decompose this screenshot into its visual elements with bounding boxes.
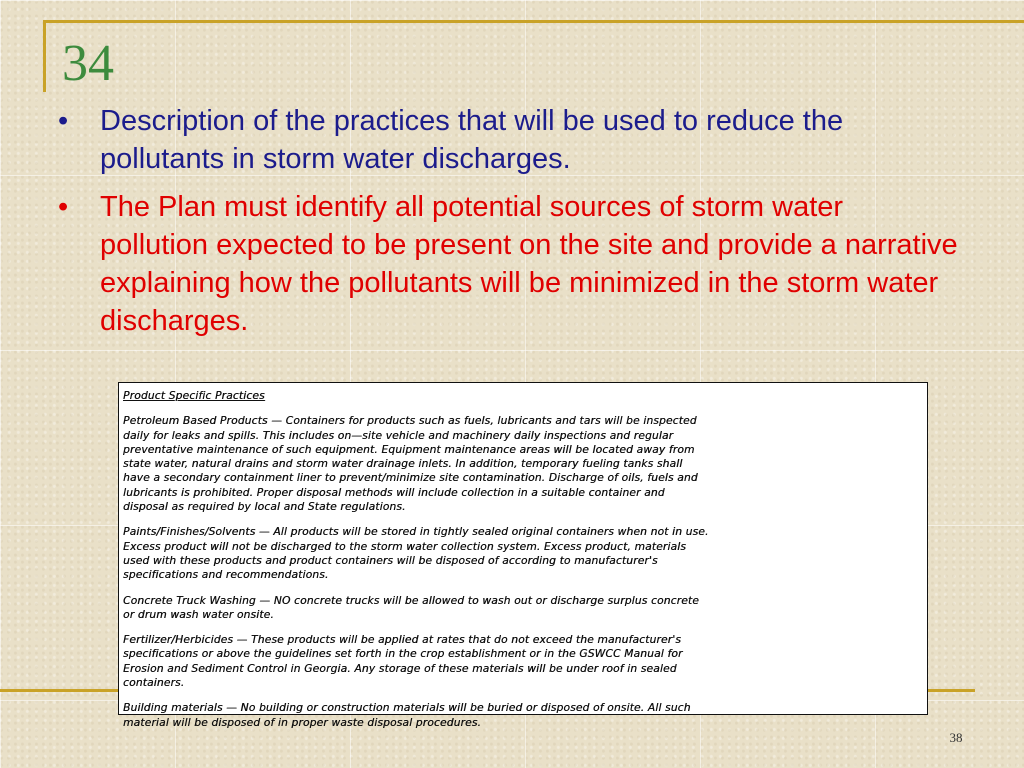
scan-line: Fertilizer/Herbicides — These products will be applied at rates that do not exceed the manufacturer's [123, 633, 682, 647]
scan-paragraph-building [123, 701, 921, 730]
scan-line: specifications or above the guidelines set forth in the crop establishment or in the GSWCC Manual for [123, 647, 683, 661]
bullet-text: Description of the practices that will be used to reduce the pollutants in storm water discharges. [100, 105, 844, 175]
scan-line: used with these products and product containers will be disposed of according to manufacturer's [123, 553, 658, 567]
scan-line: have a secondary containment liner to prevent/minimize site contamination. Discharge of oils, fuels and [123, 471, 698, 485]
scan-paragraph-petroleum [123, 414, 921, 514]
scan-line: daily for leaks and spills. This includes on—site vehicle and machinery daily inspections and regular [123, 428, 674, 442]
scan-line: Concrete Truck Washing — NO concrete trucks will be allowed to wash out or discharge surplus concrete [123, 593, 699, 607]
scan-line: lubricants is prohibited. Proper disposal methods will include collection in a suitable container and [123, 485, 665, 499]
bullet-item [58, 188, 958, 340]
scan-line: material will be disposed of in proper waste disposal procedures. [123, 715, 482, 729]
bullet-list [58, 102, 958, 350]
bullet-text: The Plan must identify all potential sources of storm water pollution expected to be present on the site and provide a narrative explaining how the pollutants will be minimized in the storm water discharges. [100, 191, 958, 337]
scan-line: disposal as required by local and State regulations. [123, 500, 406, 514]
scan-line: Building materials — No building or construction materials will be buried or disposed of onsite. All such [123, 701, 691, 715]
scan-line: specifications and recommendations. [123, 568, 329, 582]
scan-line: preventative maintenance of such equipment. Equipment maintenance areas will be located away from [123, 442, 695, 456]
bullet-marker: • [58, 105, 69, 137]
scan-line: containers. [123, 676, 185, 690]
scan-line: Excess product will not be discharged to the storm water collection system. Excess product, materials [123, 539, 686, 553]
scan-line: Paints/Finishes/Solvents — All products will be stored in tightly sealed original containers when not in use. [123, 525, 709, 539]
scan-line: Petroleum Based Products — Containers for products such as fuels, lubricants and tars will be inspected [123, 414, 697, 428]
accent-line-top [43, 20, 1024, 23]
accent-line-vertical [43, 20, 46, 92]
slide-title: 34 [62, 35, 114, 92]
page-number: 38 [949, 730, 963, 745]
scan-line: state water, natural drains and storm water drainage inlets. In addition, temporary fueling tanks shall [123, 457, 683, 471]
scan-paragraph-paints [123, 525, 921, 582]
bullet-marker: • [58, 191, 69, 223]
scan-line: or drum wash water onsite. [123, 607, 274, 621]
scan-line: Erosion and Sediment Control in Georgia. Any storage of these materials will be under roof in sealed [123, 661, 677, 675]
scan-heading: Product Specific Practices [123, 389, 265, 402]
scanned-document-image [118, 382, 928, 729]
scan-paragraph-fertilizer [123, 633, 921, 690]
bullet-item [58, 102, 958, 178]
scan-paragraph-concrete [123, 594, 921, 623]
